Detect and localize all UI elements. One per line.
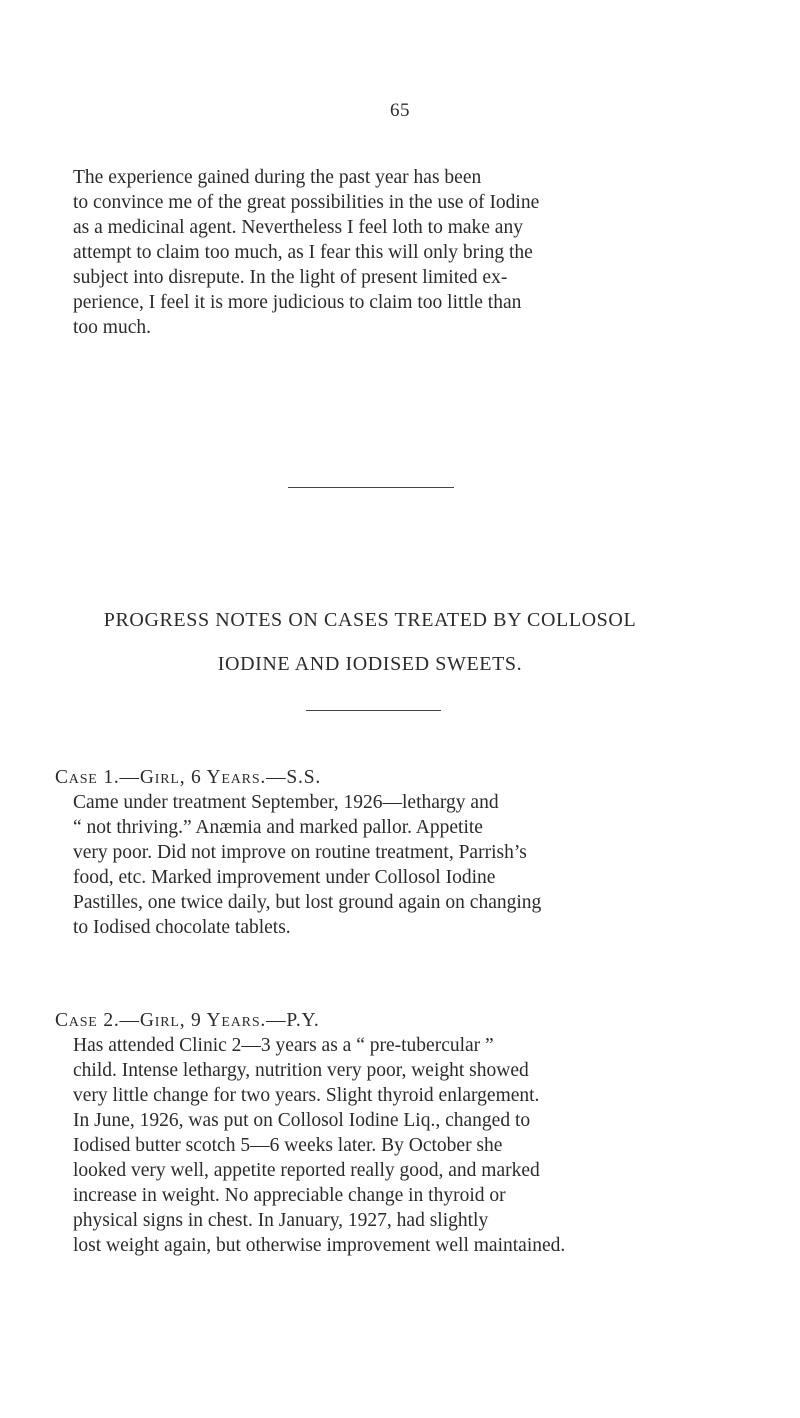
case-line: Has attended Clinic 2—3 years as a “ pre-tubercular ” xyxy=(73,1035,494,1056)
heading-divider xyxy=(306,710,441,711)
case-line: looked very well, appetite reported really good, and marked xyxy=(73,1160,540,1181)
section-heading-line-2: IODINE AND IODISED SWEETS. xyxy=(217,653,523,675)
section-heading xyxy=(40,598,700,686)
case-line: “ not thriving.” Anæmia and marked pallor. Appetite xyxy=(73,817,483,838)
case-body xyxy=(55,1033,671,1258)
case-line: very little change for two years. Slight thyroid enlargement. xyxy=(73,1085,540,1106)
case-body xyxy=(55,790,671,940)
case-title: Case 1.—Girl, 6 Years.—S.S. xyxy=(55,767,322,788)
case-line: In June, 1926, was put on Collosol Iodine Liq., changed to xyxy=(73,1110,531,1131)
intro-line: too much. xyxy=(73,317,151,338)
case-line: food, etc. Marked improvement under Collosol Iodine xyxy=(73,867,496,888)
intro-line: to convince me of the great possibilities in the use of Iodine xyxy=(73,192,540,213)
case-1 xyxy=(55,765,671,940)
case-line: Pastilles, one twice daily, but lost ground again on changing xyxy=(73,892,542,913)
case-line: physical signs in chest. In January, 1927, had slightly xyxy=(73,1210,489,1231)
page-number: 65 xyxy=(390,100,410,121)
section-heading-line-1: PROGRESS NOTES ON CASES TREATED BY COLLOSOL xyxy=(103,609,637,631)
case-line: very poor. Did not improve on routine treatment, Parrish’s xyxy=(73,842,527,863)
case-line: child. Intense lethargy, nutrition very poor, weight showed xyxy=(73,1060,529,1081)
case-line: Iodised butter scotch 5—6 weeks later. By October she xyxy=(73,1135,503,1156)
intro-line: attempt to claim too much, as I fear this will only bring the xyxy=(73,242,533,263)
intro-paragraph xyxy=(55,165,671,340)
section-divider xyxy=(288,487,454,488)
case-2 xyxy=(55,1008,671,1258)
intro-line: perience, I feel it is more judicious to claim too little than xyxy=(73,292,522,313)
case-line: increase in weight. No appreciable change in thyroid or xyxy=(73,1185,506,1206)
case-line: to Iodised chocolate tablets. xyxy=(73,917,291,938)
case-title: Case 2.—Girl, 9 Years.—P.Y. xyxy=(55,1010,320,1031)
case-line: Came under treatment September, 1926—lethargy and xyxy=(73,792,499,813)
intro-line: as a medicinal agent. Nevertheless I feel loth to make any xyxy=(73,217,523,238)
intro-line: The experience gained during the past year has been xyxy=(73,167,482,188)
intro-line: subject into disrepute. In the light of present limited ex- xyxy=(73,267,508,288)
case-line: lost weight again, but otherwise improvement well maintained. xyxy=(73,1235,566,1256)
